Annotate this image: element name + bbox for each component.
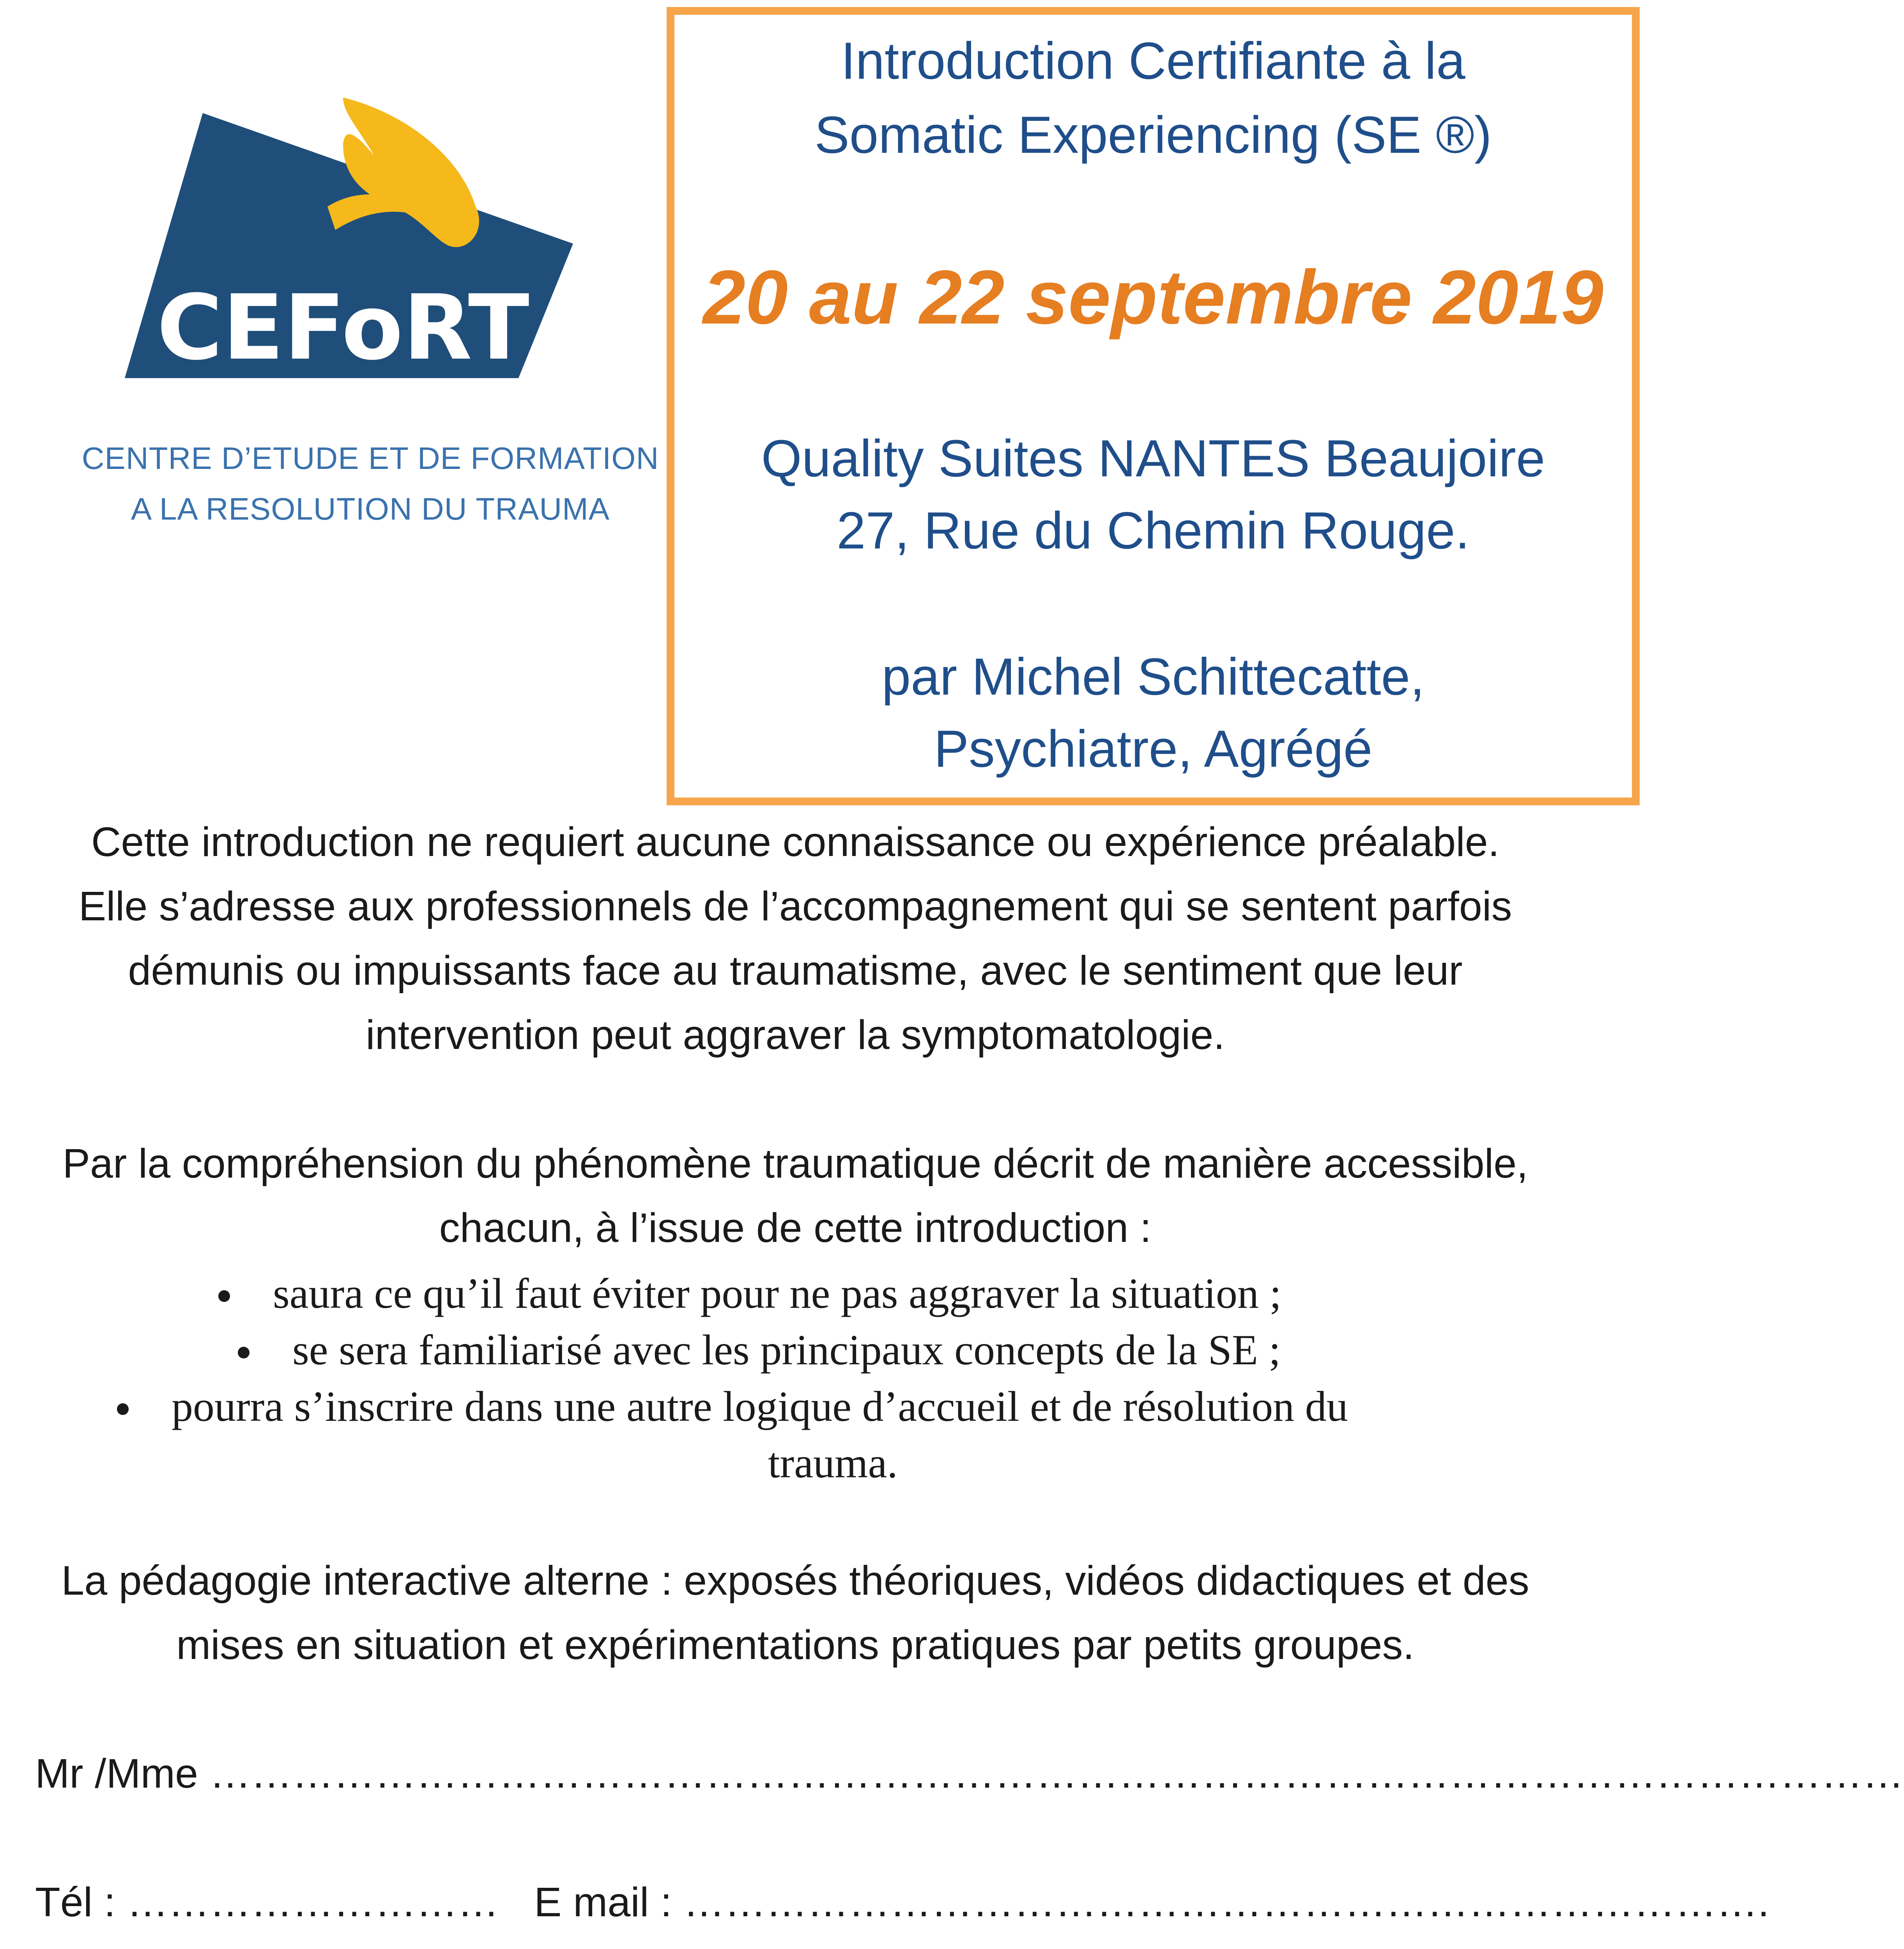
header-title-line1: Introduction Certifiante à la [841, 32, 1465, 90]
bullet-item-2 [238, 1325, 1281, 1375]
header-venue-line2: 27, Rue du Chemin Rouge. [837, 502, 1470, 560]
bullet-item-3-text: pourra s’inscrire dans une autre logique d’accueil et de résolution du [172, 1383, 1348, 1430]
name-field[interactable]: Mr /Mme …………………………………………………………………………………………………………… [35, 1751, 1904, 1797]
header-date: 20 au 22 septembre 2019 [703, 255, 1603, 340]
header-speaker-line2: Psychiatre, Agrégé [934, 720, 1373, 778]
email-field[interactable]: E mail : ……………………………………………………………………. [534, 1879, 1770, 1925]
intro-line-4: intervention peut aggraver la symptomatologie. [366, 1012, 1225, 1058]
understanding-line-1: Par la compréhension du phénomène traumatique décrit de manière accessible, [62, 1141, 1528, 1187]
bullet-item-3-continued: trauma. [768, 1439, 898, 1487]
bullet-item-2-text: se sera familiarisé avec les principaux concepts de la SE ; [292, 1326, 1281, 1374]
bullet-item-1 [218, 1269, 1282, 1318]
bullet-dot-icon [117, 1403, 129, 1415]
header-venue-line1: Quality Suites NANTES Beaujoire [761, 430, 1545, 488]
bullet-dot-icon [238, 1347, 250, 1358]
header-speaker-line1: par Michel Schittecatte, [881, 648, 1425, 706]
logo-text: CEFoRT [157, 276, 529, 380]
org-name-line1: CENTRE D’ETUDE ET DE FORMATION [81, 441, 659, 476]
intro-line-2: Elle s’adresse aux professionnels de l’accompagnement qui se sentent parfois [78, 883, 1512, 929]
logo-graphic [125, 90, 581, 386]
phone-field[interactable]: Tél : ……………………… [35, 1879, 499, 1925]
header-title-line2: Somatic Experiencing (SE ®) [814, 106, 1492, 164]
bullet-item-3 [117, 1382, 1348, 1431]
cefort-logo [125, 90, 581, 386]
understanding-line-2: chacun, à l’issue de cette introduction : [439, 1205, 1152, 1251]
pedagogy-line-2: mises en situation et expérimentations pratiques par petits groupes. [176, 1622, 1414, 1668]
bullet-dot-icon [218, 1290, 230, 1302]
pedagogy-line-1: La pédagogie interactive alterne : exposés théoriques, vidéos didactiques et des [61, 1558, 1529, 1604]
org-name-line2: A LA RESOLUTION DU TRAUMA [131, 492, 610, 526]
intro-line-3: démunis ou impuissants face au traumatisme, avec le sentiment que leur [128, 948, 1463, 994]
intro-line-1: Cette introduction ne requiert aucune connaissance ou expérience préalable. [91, 819, 1500, 865]
bullet-item-1-text: saura ce qu’il faut éviter pour ne pas aggraver la situation ; [273, 1270, 1282, 1317]
